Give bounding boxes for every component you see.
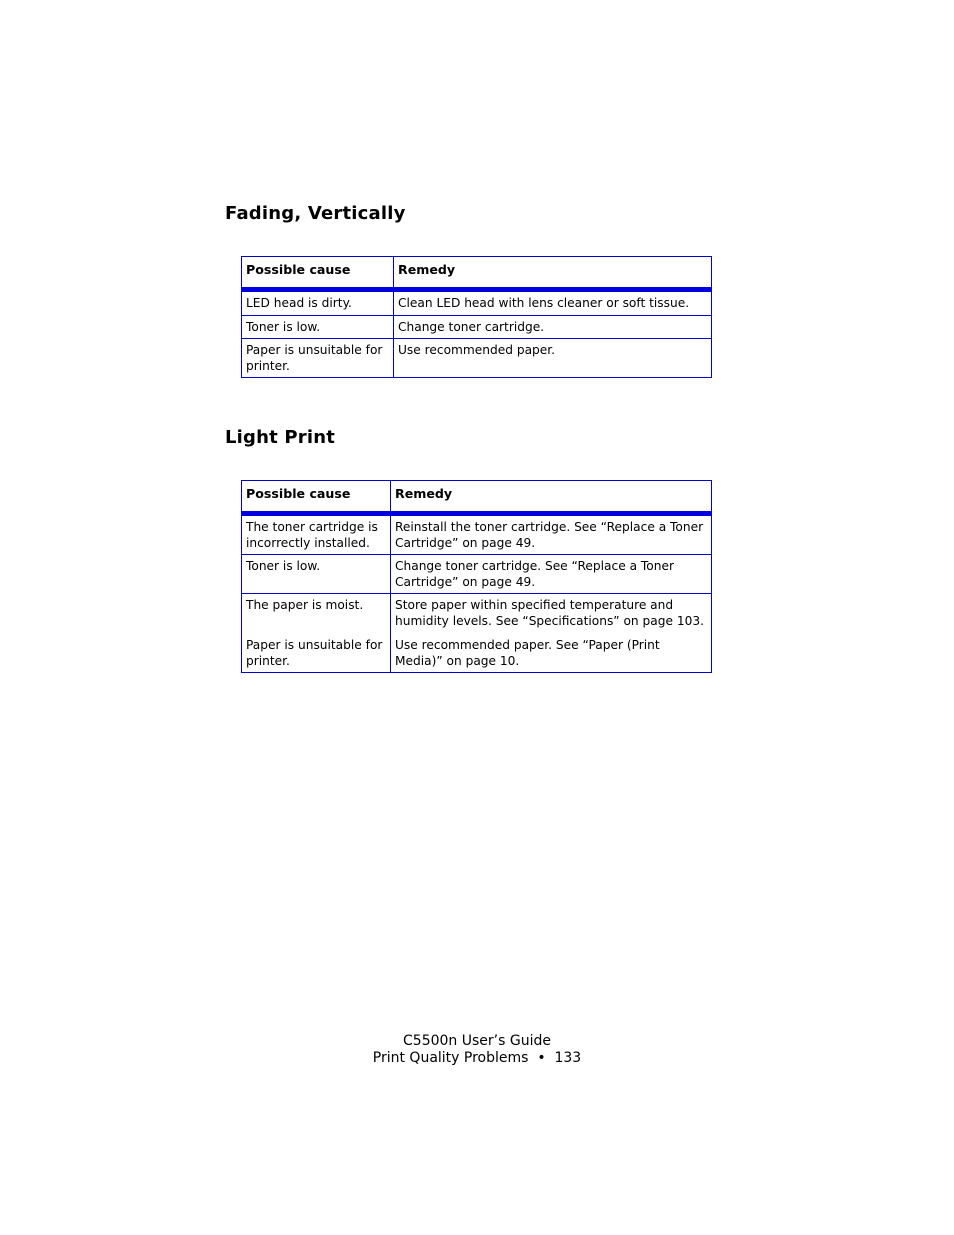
header-remedy: Remedy — [391, 481, 712, 514]
header-possible-cause: Possible cause — [242, 257, 394, 290]
footer-guide-title: C5500n User’s Guide — [403, 1033, 551, 1049]
remedy-cell: Use recommended paper. See “Paper (Print Media)” on page 10. — [391, 634, 712, 673]
table-row — [242, 315, 712, 339]
table-row — [242, 290, 712, 316]
table-header-row — [242, 257, 712, 290]
cause-cell: Toner is low. — [242, 555, 391, 594]
cause-cell: Paper is unsuitable for printer. — [242, 339, 394, 378]
table-row — [242, 514, 712, 555]
table-row — [242, 594, 712, 635]
remedy-cell: Store paper within specified temperature and humidity levels. See “Specifications” on page 103. — [391, 594, 712, 635]
cause-cell: The paper is moist. — [242, 594, 391, 635]
section-title-fading-vertically: Fading, Vertically — [225, 203, 406, 224]
remedy-cell: Reinstall the toner cartridge. See “Replace a Toner Cartridge” on page 49. — [391, 514, 712, 555]
remedy-cell: Change toner cartridge. — [394, 315, 712, 339]
remedy-cell: Clean LED head with lens cleaner or soft tissue. — [394, 290, 712, 316]
light-print-table — [241, 480, 712, 673]
cause-cell: Paper is unsuitable for printer. — [242, 634, 391, 673]
table-row — [242, 634, 712, 673]
header-remedy: Remedy — [394, 257, 712, 290]
cause-cell: Toner is low. — [242, 315, 394, 339]
remedy-cell: Change toner cartridge. See “Replace a Toner Cartridge” on page 49. — [391, 555, 712, 594]
fading-vertically-table — [241, 256, 712, 378]
cause-cell: The toner cartridge is incorrectly installed. — [242, 514, 391, 555]
header-possible-cause: Possible cause — [242, 481, 391, 514]
table-header-row — [242, 481, 712, 514]
table-row — [242, 339, 712, 378]
section-title-light-print: Light Print — [225, 427, 336, 448]
footer-page-info: Print Quality Problems • 133 — [372, 1050, 582, 1066]
table-row — [242, 555, 712, 594]
cause-cell: LED head is dirty. — [242, 290, 394, 316]
remedy-cell: Use recommended paper. — [394, 339, 712, 378]
